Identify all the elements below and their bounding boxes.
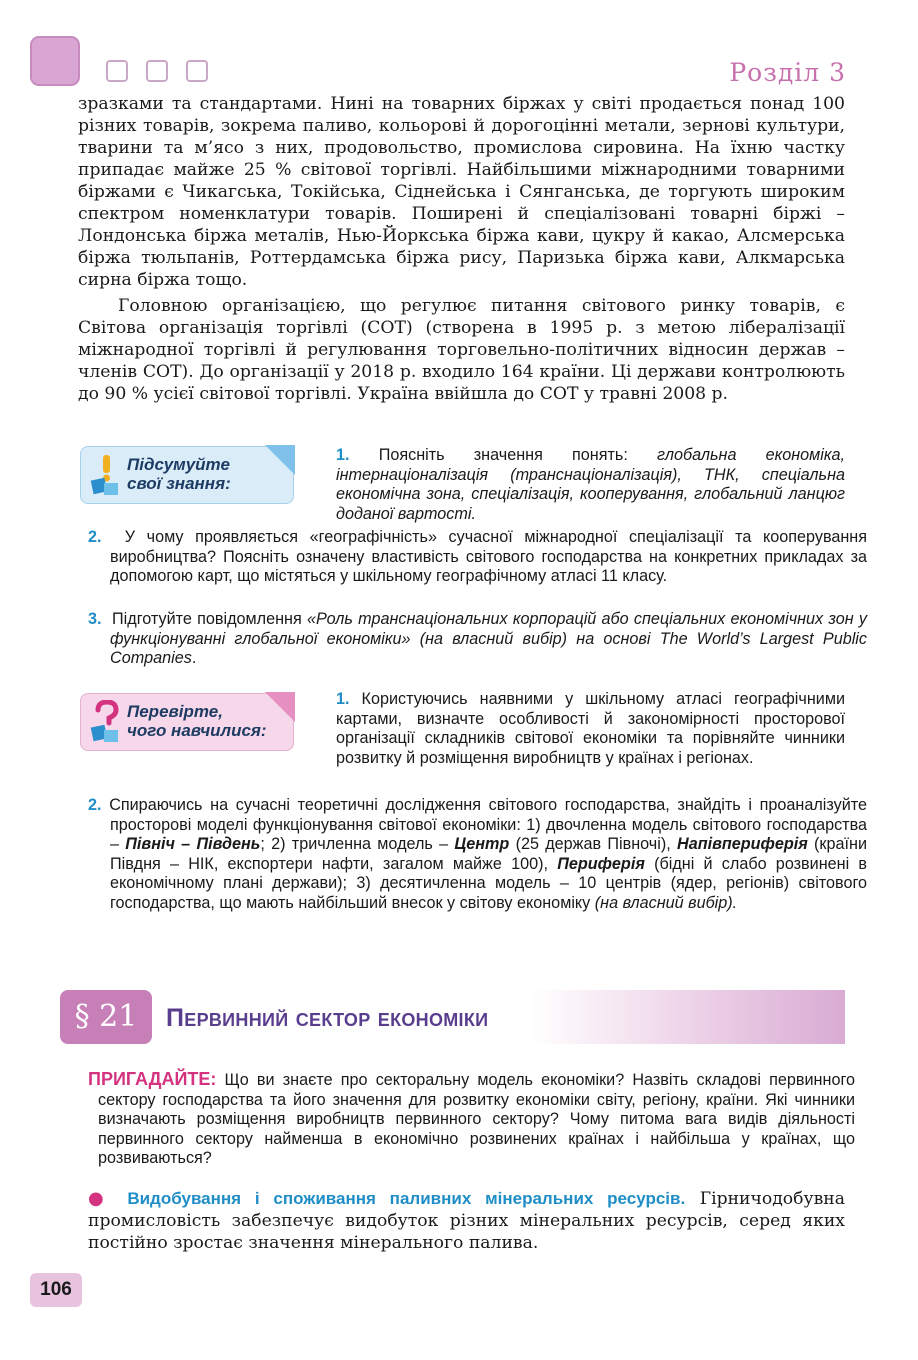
check-badge bbox=[80, 693, 294, 751]
check-badge-text: Перевірте, чого навчилися: bbox=[127, 702, 267, 740]
header-decor-square-small bbox=[146, 60, 168, 82]
bullet-icon: ● bbox=[88, 1188, 113, 1209]
header-decor-square-small bbox=[106, 60, 128, 82]
subsection-paragraph: ● Видобування і споживання паливних мінеральних ресурсів. Гірничодобувна промисловість забезпечує видобуток різних мінеральних ресурсів, серед яких постійно зростає значення мінерального палива. bbox=[88, 1188, 845, 1253]
check-question-2: 2. Спираючись на сучасні теоретичні дослідження світового господарства, знайдіть і проаналізуйте просторові моделі функціонування світової економіки: 1) двочленна модель світового господарства – Північ – Південь; 2) тричленна модель – Центр (25 держав Півночі), Напівпериферія (країни Півдня – НІК, експортери нафти, загалом майже 100), Периферія (бідні й слабо розвинені в економічному плані держави); 3) десятичленна модель – 10 центрів (ядер, регіонів) світового господарства, що мають найбільший внесок у світову економіку (на власний вибір). bbox=[88, 796, 867, 912]
summarize-question-2: 2. У чому проявляється «географічність» сучасної міжнародної спеціалізації та кооперування виробництва? Поясніть означену властивість світового господарства на конкретних прикладах за допомогою карт, що містяться у шкільному географічному атласі 11 класу. bbox=[88, 528, 868, 586]
subsection-heading: Видобування і споживання паливних мінеральних ресурсів. bbox=[127, 1189, 686, 1208]
summarize-badge-text: Підсумуйте свої знання: bbox=[127, 455, 231, 493]
body-paragraph: зразками та стандартами. Нині на товарних біржах у світі продається понад 100 різних товарів, зокрема паливо, кольорові й дорогоцінні метали, зернові культури, тварини та м’ясо з них, продовольство, промислова сировина. На їхню частку припадає майже 25 % світової торгівлі. Найбільшими міжнародними товарними біржами є Чикагська, Токійська, Сіднейська і Сянганська, де торгують широким спектром номенклатури товарів. Поширені й спеціалізовані товарні біржі – Лондонська біржа металів, Нью-Йоркська біржа кави, цукру й какао, Алсмерська біржа тюльпанів, Роттердамська біржа рису, Паризька біржа кави, Алкмарська сирна біржа тощо. bbox=[78, 94, 845, 290]
page-fold-icon bbox=[265, 445, 295, 475]
summarize-question-3: 3. Підготуйте повідомлення «Роль транснаціональних корпорацій або спеціальних економічних зон у функціонуванні глобальної економіки» (на власний вибір) на основі The World’s Largest Public Companies. bbox=[88, 610, 867, 668]
summarize-question-1: 1. Поясніть значення понять: глобальна економіка, інтернаціоналізація (транснаціоналізація), ТНК, спеціальна економічна зона, спеціалізація, кооперування, глобальний ланцюг доданої вартості. bbox=[336, 446, 846, 523]
page-number: 106 bbox=[30, 1273, 82, 1307]
question-figure-icon bbox=[89, 700, 123, 744]
recall-block: ПРИГАДАЙТЕ: Що ви знаєте про секторальну модель економіки? Назвіть складові первинного сектору господарства та його значення для розвитку економіки світу, регіону, країни. Які чинники визначають розміщення виробництв первинного сектору? Чому питома вага видів діяльності первинного сектору найменша в економічно розвинених країнах і найбільша у країнах, що розвиваються? bbox=[88, 1069, 855, 1168]
section-title: Первинний сектор економіки bbox=[166, 1004, 489, 1032]
page-fold-icon bbox=[265, 692, 295, 722]
check-question-1: 1. Користуючись наявними у шкільному атласі географічними картами, визначте особливості й закономірності просторової організації складників світової економіки та порівняйте чинники розвитку й розміщення виробництв у країнах і регіонах. bbox=[336, 690, 845, 767]
section-number: § 21 bbox=[60, 990, 152, 1044]
body-paragraph: Головною організацією, що регулює питання світового ринку товарів, є Світова організація торгівлі (СОТ) (створена в 1995 р. з метою лібералізації міжнародної торгівлі й регулювання торговельно-політичних відносин держав – членів СОТ). До організації у 2018 р. входило 164 країни. Ці держави контролюють до 90 % усієї світової торгівлі. Україна ввійшла до СОТ у травні 2008 р. bbox=[78, 296, 845, 404]
exclamation-figure-icon bbox=[89, 453, 123, 497]
header-decor-square bbox=[30, 36, 80, 86]
recall-label: ПРИГАДАЙТЕ: bbox=[88, 1069, 217, 1089]
summarize-badge bbox=[80, 446, 294, 504]
header-decor-square-small bbox=[186, 60, 208, 82]
chapter-label: Розділ 3 bbox=[729, 58, 846, 87]
